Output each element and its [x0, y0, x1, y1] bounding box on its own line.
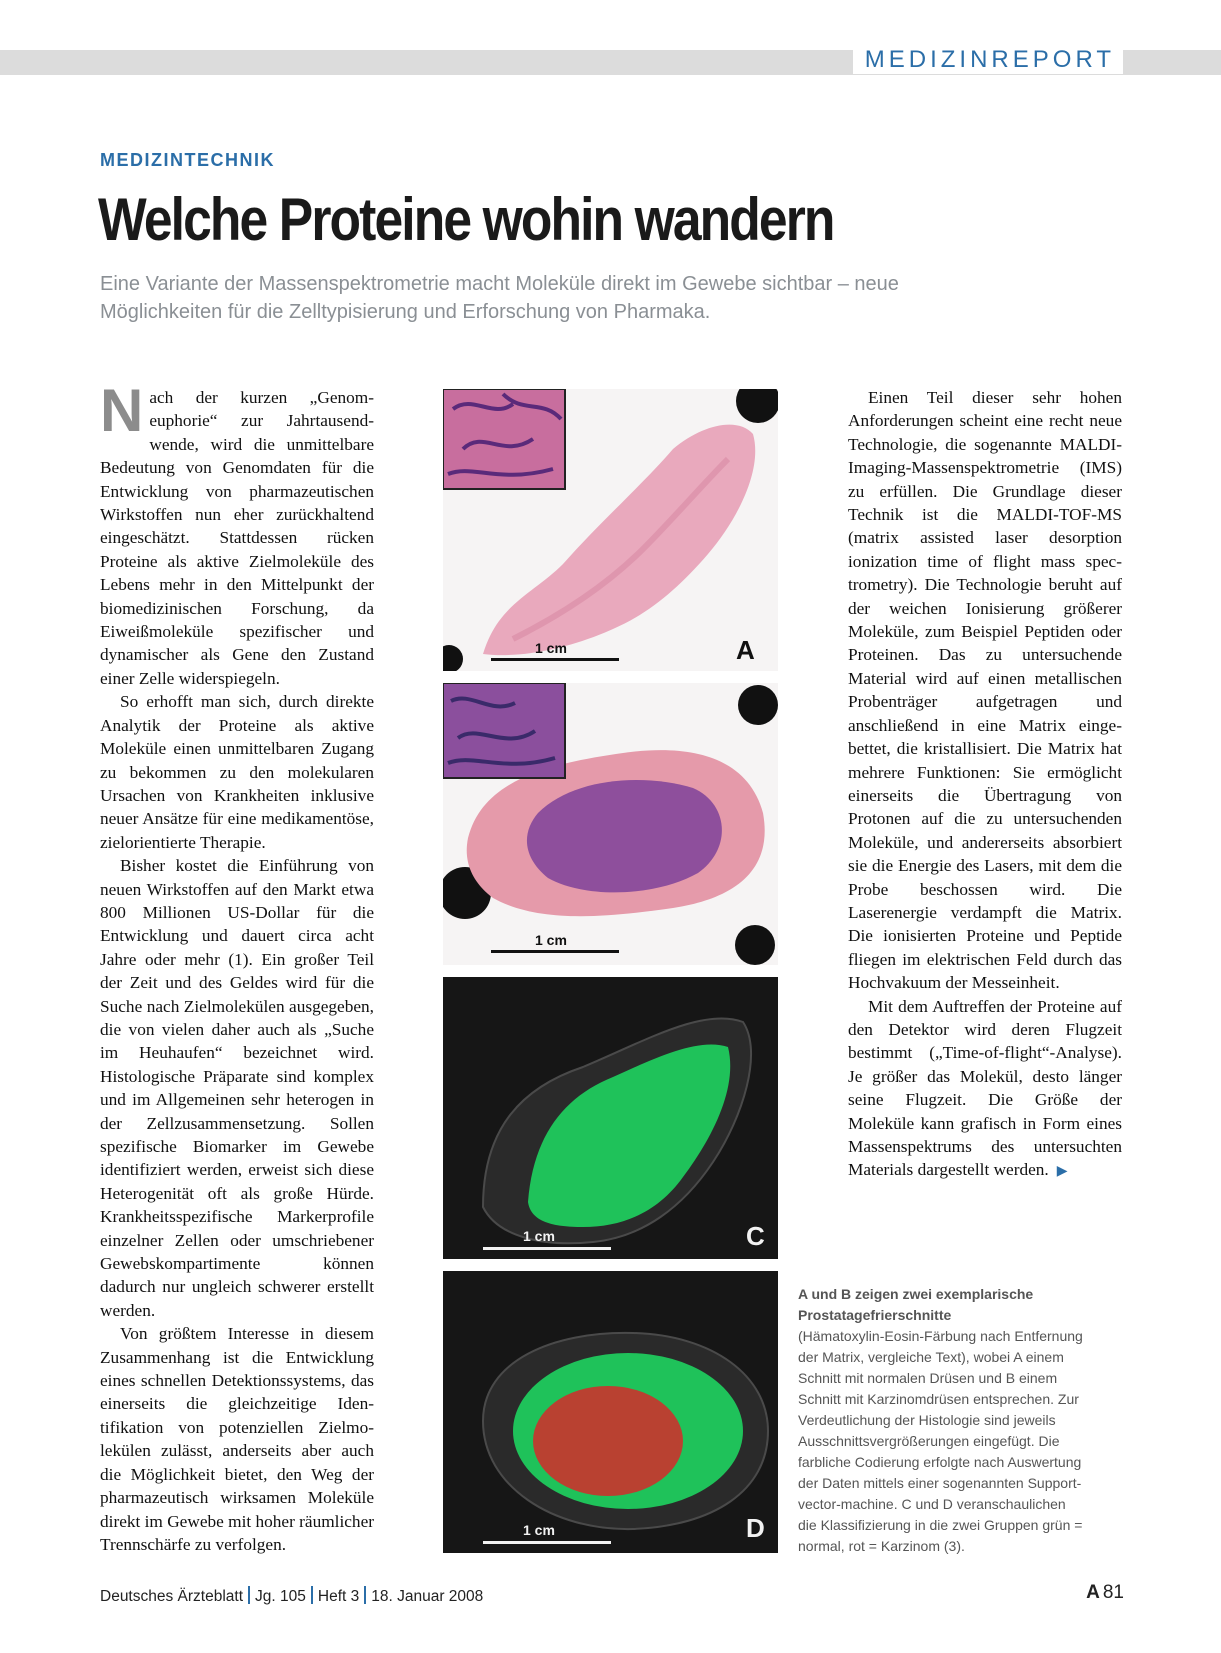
- figure-panel-c: [443, 977, 778, 1259]
- paragraph-5: Einen Teil dieser sehr hohen Anforderungen scheint eine recht neue Technologie, die sogenannte MALDI-Imaging-Massenspektrometrie (IMS) zu erfüllen. Die Grundlage dieser Technik ist die MALDI-TOF-MS (matrix assisted laser desorption ionization time of flight mass spectrometry). Die Technologie beruht auf der weichen Ionisierung größerer Moleküle, zum Beispiel Peptiden oder Proteinen. Das zu untersuchende Material wird auf einen metallischen Probenträger aufgetragen und anschließend in eine Matrix eingebettet, die kristallisiert. Die Matrix hat mehrere Funktionen: Sie ermöglicht einerseits die Übertragung von Protonen auf die zu untersuchenden Moleküle, und andererseits absorbiert sie die Energie des Lasers, mit dem die Probe beschossen wird. Die Laserenergie verdampft die Matrix. Die ionisierten Proteine und Peptide fliegen im elektrischen Feld durch das Hochvakuum der Messeinheit.: [848, 388, 1122, 993]
- figure-panel-d: [443, 1271, 778, 1553]
- figure-panel-b: [443, 683, 778, 965]
- scale-label: 1 cm: [523, 1522, 555, 1538]
- footer-separator: [364, 1586, 366, 1604]
- classification-region-carcinoma: [533, 1386, 683, 1496]
- scale-label: 1 cm: [523, 1228, 555, 1244]
- footer-volume: Jg. 105: [255, 1588, 306, 1605]
- figure-caption: [798, 1284, 1088, 1557]
- paragraph-1-text: ach der kurzen „Genomeuphorie“ zur Jahrtausendwende, wird die unmittelbare Bedeutung von Genomdaten für die Entwicklung von pharmazeutischen Wirkstoffen nun eher zurückhaltend eingeschätzt. Stattdessen rücken Proteine als aktive Zielmoleküle des Lebens mehr in den Mittelpunkt der biomedizinischen Forschung, da Eiweißmoleküle spezifischer und dynamischer als Gene den Zustand einer Zelle widerspiegeln.: [100, 388, 374, 688]
- scale-bar: [483, 1541, 611, 1544]
- page-number-value: 81: [1102, 1582, 1124, 1603]
- section-label: MEDIZINREPORT: [853, 46, 1123, 74]
- paragraph-3: Bisher kostet die Einführung von neuen Wirkstoffen auf den Markt etwa 800 Millionen US-Dollar für die Entwicklung und dauert circa acht Jahre oder mehr (1). Ein großer Teil der Zeit und des Geldes wird für die Suche nach Zielmolekülen ausgegeben, die von vielen daher auch als „Suche im Heuhaufen“ bezeichnet wird. Histologische Präparate sind komplex und im Allgemeinen sehr heterogen in der Zellzusammensetzung. Sollen spezifische Biomarker im Gewebe identifiziert werden, erweist sich diese Heterogenität oft als große Hürde. Krankheitsspezifische Markerprofile einzelner Zellen oder umschriebener Gewebskompartimente können dadurch nur ungleich schwerer erstellt werden.: [100, 856, 374, 1320]
- footer-separator: [248, 1586, 250, 1604]
- page-number: [1086, 1582, 1124, 1604]
- text-column-right: [848, 386, 1122, 1184]
- paragraph-intro: [100, 377, 374, 690]
- footer-issue: Heft 3: [317, 1588, 360, 1605]
- scale-bar: [491, 950, 619, 953]
- scale-label: 1 cm: [535, 932, 567, 948]
- paragraph-2: So erhofft man sich, durch direkte Analytik der Proteine als aktive Moleküle einen unmittelbaren Zugang zu bekommen zu den molekularen Ursachen von Krankheiten inklusive neuer Ansätze für eine medikamentöse, zielorientierte Therapie.: [100, 692, 374, 852]
- caption-title: A und B zeigen zwei exemplarische Prostatagefrierschnitte: [798, 1286, 1034, 1323]
- paragraph-6: [848, 995, 1122, 1184]
- footer-date: 18. Januar 2008: [371, 1588, 484, 1605]
- footer-citation: [100, 1586, 483, 1606]
- footer-journal: Deutsches Ärzteblatt: [100, 1588, 244, 1605]
- dropcap: N: [100, 377, 144, 444]
- scale-bar: [491, 658, 619, 661]
- paragraph-6-text: Mit dem Auftreffen der Proteine auf den Detektor wird deren Flugzeit bestimmt („Time-of-flight“-Analyse). Je größer das Molekül, desto länger seine Flugzeit. Die Größe der Moleküle kann grafisch in Form eines Massenspektrums des untersuchten Materials dargestellt werden.: [848, 996, 1122, 1180]
- page-prefix: A: [1086, 1582, 1100, 1603]
- panel-letter-c: C: [746, 1221, 765, 1251]
- footer-separator: [311, 1586, 313, 1604]
- figure-panel-a: [443, 389, 778, 671]
- text-column-left: [100, 377, 375, 1556]
- scale-bar: [483, 1247, 611, 1250]
- article-kicker: MEDIZINTECHNIK: [100, 150, 275, 170]
- paragraph-4: Von größtem Interesse in diesem Zusammenhang ist die Entwicklung eines schnellen Detektionssystems, das einerseits die gleichzeitige Identifikation von potenziellen Zielmolekülen zulässt, anderseits aber auch die Möglichkeit bietet, den Weg der pharmazeutisch wirksamen Moleküle direkt im Gewebe mit hoher räumlicher Trennschärfe zu verfolgen.: [100, 1324, 375, 1554]
- article-title: Welche Proteine wohin wandern: [98, 186, 834, 253]
- article-subtitle: Eine Variante der Massenspektrometrie macht Moleküle direkt im Gewebe sichtbar – neue Möglichkeiten für die Zelltypisierung und Erforschung von Pharmaka.: [100, 273, 899, 323]
- continue-arrow-icon: ▶: [1056, 1164, 1068, 1180]
- panel-letter-d: D: [746, 1513, 765, 1543]
- caption-text: (Hämatoxylin-Eosin-Färbung nach Entfernung der Matrix, vergleiche Text), wobei A einem Schnitt mit normalen Drüsen und B einem Schnitt mit Karzinomdrüsen entsprechen. Zur Verdeutlichung der Histologie sind jeweils Ausschnittsvergrößerungen eingefügt. Die farbliche Codierung erfolgte nach Auswertung der Daten mittels einer sogenannten Support-vector-machine. C und D veranschaulichen die Klassifizierung in die zwei Gruppen grün = normal, rot = Karzinom (3).: [798, 1328, 1083, 1554]
- scale-label: 1 cm: [535, 640, 567, 656]
- panel-letter-a: A: [736, 635, 755, 665]
